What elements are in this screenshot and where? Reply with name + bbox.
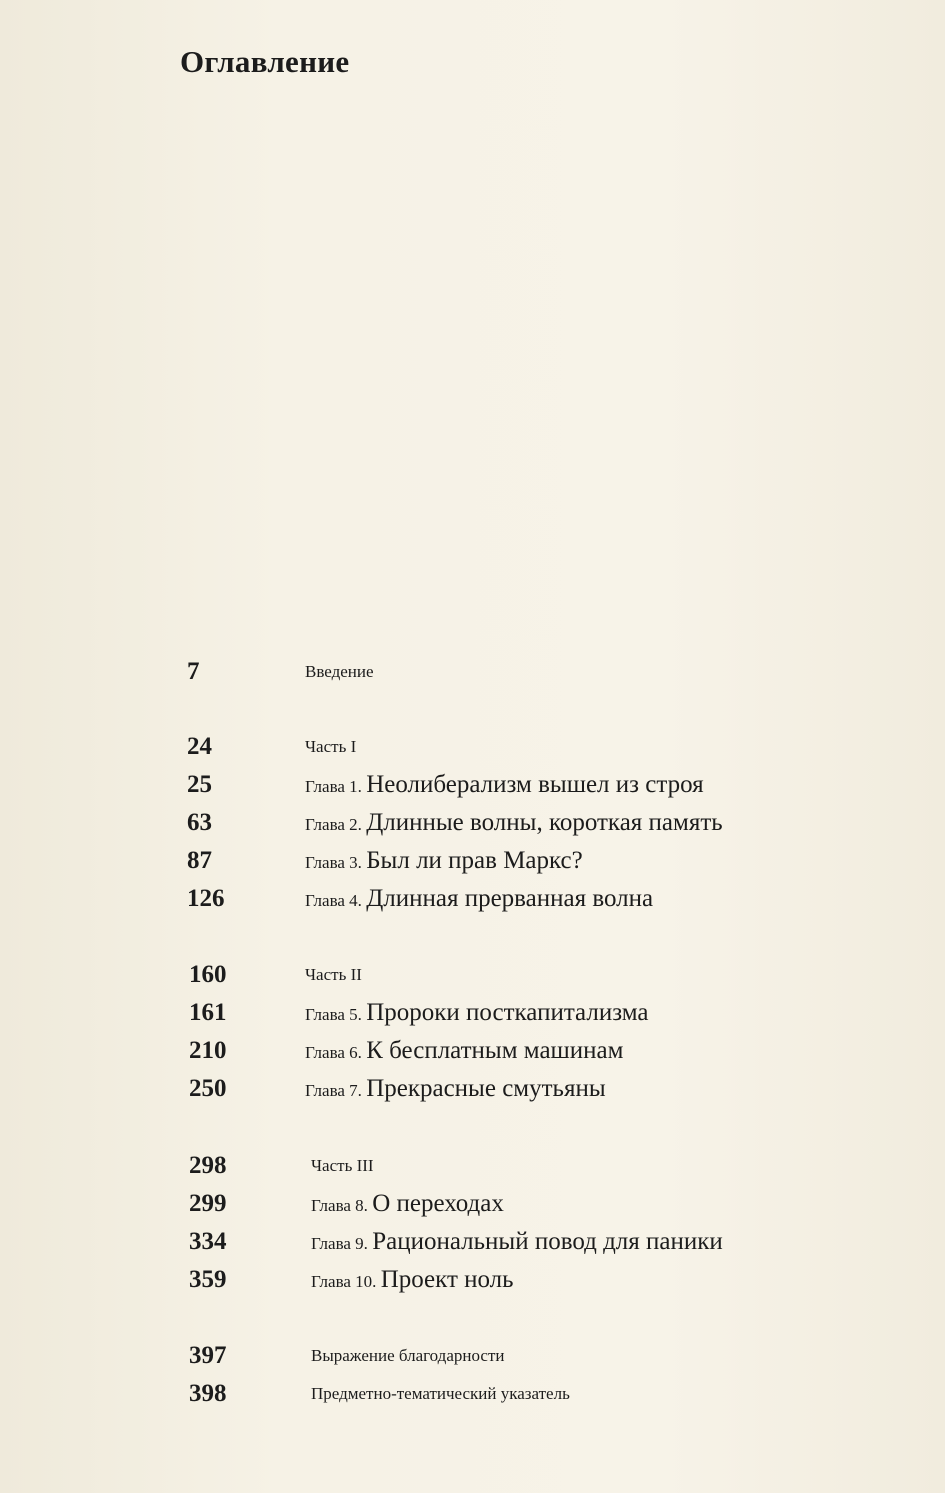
toc-entry xyxy=(311,1263,514,1300)
page-number: 298 xyxy=(189,1152,227,1179)
chapter-prefix: Глава 5. xyxy=(305,1005,367,1024)
chapter-prefix: Глава 4. xyxy=(305,891,367,910)
toc-entry xyxy=(305,1034,623,1071)
toc-row xyxy=(0,996,945,1030)
toc-row xyxy=(0,1187,945,1221)
toc-row xyxy=(0,882,945,916)
chapter-title: Длинные волны, короткая память xyxy=(366,809,723,836)
toc-row xyxy=(0,1263,945,1297)
toc-row xyxy=(0,1072,945,1106)
toc-row xyxy=(0,768,945,802)
toc-entry xyxy=(311,1149,374,1184)
page-number: 334 xyxy=(189,1228,227,1255)
chapter-prefix: Глава 3. xyxy=(305,853,367,872)
toc-entry xyxy=(305,730,356,765)
toc-row xyxy=(0,1225,945,1259)
toc-entry xyxy=(311,1339,504,1374)
page-number: 210 xyxy=(189,1037,227,1064)
toc-entry xyxy=(305,655,374,690)
chapter-title: Неолиберализм вышел из строя xyxy=(366,771,704,798)
toc-row xyxy=(0,958,945,992)
page-number: 161 xyxy=(189,999,227,1026)
chapter-title: О переходах xyxy=(372,1190,504,1217)
page-number: 397 xyxy=(189,1342,227,1369)
page-number: 160 xyxy=(189,961,227,988)
toc-entry xyxy=(305,1072,606,1109)
section-title: Часть III xyxy=(311,1156,374,1175)
toc-entry xyxy=(305,844,583,881)
page-number: 359 xyxy=(189,1266,227,1293)
page-number: 7 xyxy=(187,658,200,685)
page-number: 126 xyxy=(187,885,225,912)
section-title: Часть I xyxy=(305,737,357,756)
chapter-prefix: Глава 1. xyxy=(305,777,367,796)
page-number: 398 xyxy=(189,1380,227,1407)
chapter-title: Пророки посткапитализма xyxy=(366,999,649,1026)
section-title: Введение xyxy=(305,662,374,681)
page-number: 250 xyxy=(189,1075,227,1102)
toc-row xyxy=(0,844,945,878)
section-title: Предметно-тематический указатель xyxy=(311,1384,570,1403)
toc-entry xyxy=(305,768,704,805)
chapter-title: Длинная прерванная волна xyxy=(366,885,654,912)
toc-row xyxy=(0,655,945,689)
page-number: 87 xyxy=(187,847,212,874)
toc-row xyxy=(0,730,945,764)
toc-entry xyxy=(305,882,653,919)
page-number: 25 xyxy=(187,771,212,798)
chapter-prefix: Глава 7. xyxy=(305,1081,367,1100)
chapter-prefix: Глава 6. xyxy=(305,1043,367,1062)
toc-entry xyxy=(311,1225,723,1262)
chapter-prefix: Глава 9. xyxy=(311,1234,373,1253)
page-title: Оглавление xyxy=(180,44,350,79)
toc-row xyxy=(0,1149,945,1183)
toc-entry xyxy=(311,1187,504,1224)
chapter-prefix: Глава 8. xyxy=(311,1196,373,1215)
toc-entry xyxy=(305,806,723,843)
toc-entry xyxy=(305,958,362,993)
toc-entry xyxy=(311,1377,570,1412)
toc-row xyxy=(0,806,945,840)
chapter-prefix: Глава 2. xyxy=(305,815,367,834)
page-number: 63 xyxy=(187,809,212,836)
chapter-title: Был ли прав Маркс? xyxy=(366,847,583,874)
chapter-title: Прекрасные смутьяны xyxy=(366,1075,606,1102)
chapter-title: Рациональный повод для паники xyxy=(372,1228,723,1255)
page-number: 24 xyxy=(187,733,212,760)
section-title: Часть II xyxy=(305,965,362,984)
toc-row xyxy=(0,1339,945,1373)
chapter-prefix: Глава 10. xyxy=(311,1272,381,1291)
toc-row xyxy=(0,1377,945,1411)
section-title: Выражение благодарности xyxy=(311,1346,505,1365)
chapter-title: К бесплатным машинам xyxy=(366,1037,624,1064)
page-number: 299 xyxy=(189,1190,227,1217)
chapter-title: Проект ноль xyxy=(380,1266,514,1293)
toc-row xyxy=(0,1034,945,1068)
toc-entry xyxy=(305,996,649,1033)
